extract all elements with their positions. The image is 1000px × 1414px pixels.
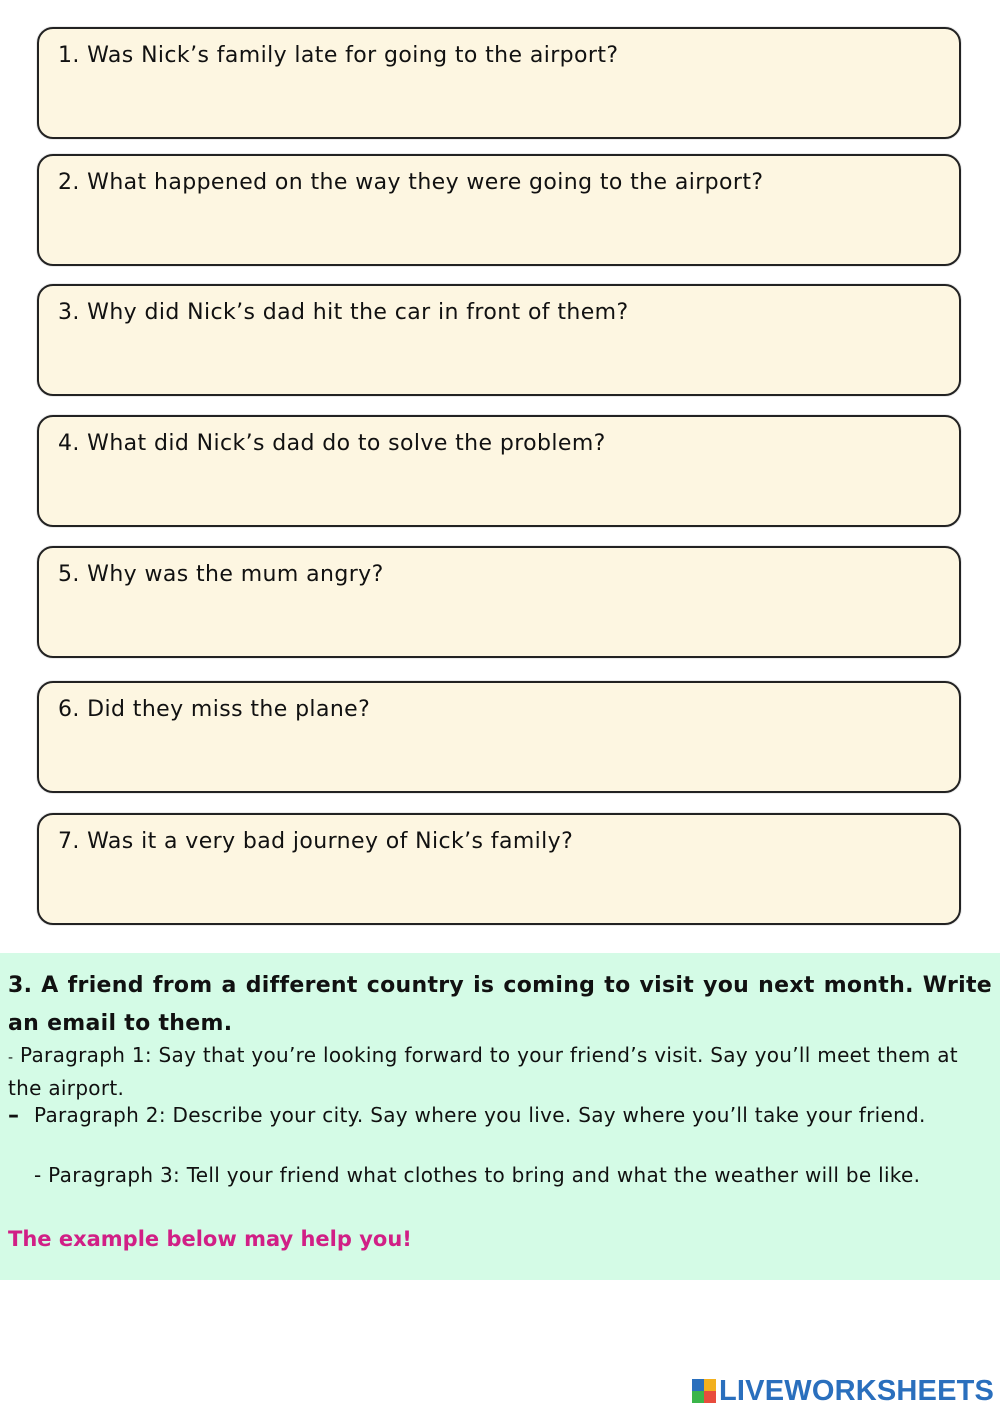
question-box-3[interactable] [37, 284, 961, 396]
question-text: 6. Did they miss the plane? [58, 697, 371, 722]
question-box-1[interactable] [37, 27, 961, 139]
liveworksheets-logo-icon [692, 1379, 716, 1403]
question-text: 3. Why did Nick’s dad hit the car in front of them? [58, 300, 629, 325]
question-box-2[interactable] [37, 154, 961, 266]
question-box-4[interactable] [37, 415, 961, 527]
bullet-dash: - [8, 1050, 14, 1066]
paragraph-2-text: Paragraph 2: Describe your city. Say where you live. Say where you’ll take your friend. [34, 1103, 926, 1127]
question-text: 2. What happened on the way they were going to the airport? [58, 170, 764, 195]
task-heading: 3. A friend from a different country is coming to visit you next month. Write an email to them. [8, 973, 992, 1036]
question-box-5[interactable] [37, 546, 961, 658]
question-text: 4. What did Nick’s dad do to solve the problem? [58, 431, 606, 456]
question-box-7[interactable] [37, 813, 961, 925]
question-text: 1. Was Nick’s family late for going to the airport? [58, 43, 619, 68]
paragraph-1-text: Paragraph 1: Say that you’re looking forward to your friend’s visit. Say you’ll meet them at the airport. [8, 1043, 958, 1100]
writing-task-section [0, 953, 1000, 1280]
example-hint: The example below may help you! [8, 1227, 412, 1251]
liveworksheets-logo[interactable] [692, 1374, 994, 1408]
logo-text: LIVEWORKSHEETS [719, 1374, 995, 1407]
task-paragraph-3: - Paragraph 3: Tell your friend what clothes to bring and what the weather will be like. [34, 1163, 921, 1187]
question-box-6[interactable] [37, 681, 961, 793]
bullet-dash: – [8, 1103, 20, 1128]
task-paragraph-2 [8, 1100, 984, 1131]
question-text: 5. Why was the mum angry? [58, 562, 384, 587]
question-text: 7. Was it a very bad journey of Nick’s family? [58, 829, 574, 854]
task-paragraph-1 [8, 1040, 988, 1103]
